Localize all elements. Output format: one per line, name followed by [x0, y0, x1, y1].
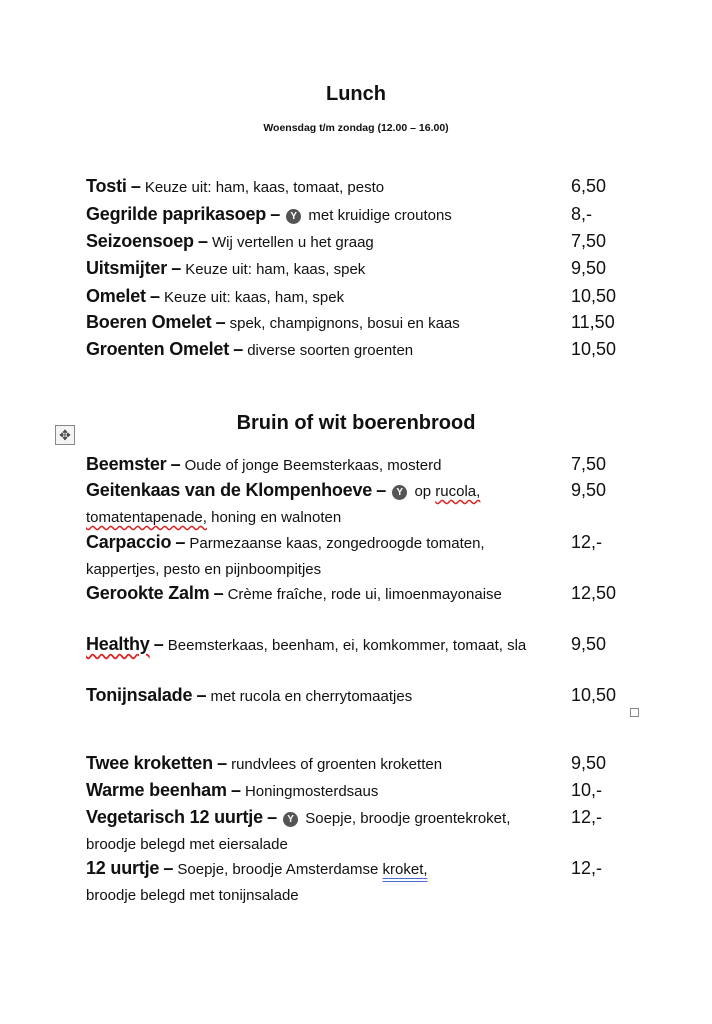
- menu-item: Tonijnsalade – met rucola en cherrytomaatjes: [86, 685, 413, 705]
- item-price: 8,-: [571, 204, 593, 224]
- menu-item: Warme beenham – Honingmosterdsaus: [86, 780, 379, 800]
- item-name: Vegetarisch 12 uurtje: [86, 807, 263, 827]
- item-price: 9,50: [571, 480, 607, 500]
- item-name: Geitenkaas van de Klompenhoeve: [86, 480, 373, 500]
- menu-item: Gegrilde paprikasoep – Y met kruidige croutons: [86, 204, 452, 224]
- item-desc: Beemsterkaas, beenham, ei, komkommer, tomaat, sla: [167, 637, 527, 654]
- item-price: 12,-: [571, 532, 603, 552]
- menu-item: Boeren Omelet – spek, champignons, bosui en kaas: [86, 312, 460, 332]
- item-desc: Soepje, broodje groentekroket, broodje belegd met eiersalade: [86, 810, 511, 853]
- menu-item: Geitenkaas van de Klompenhoeve – Y op rucola, tomatentapenade, honing en walnoten: [86, 480, 481, 526]
- item-desc: rundvlees of groenten kroketten: [231, 756, 443, 773]
- item-price: 10,50: [571, 339, 617, 359]
- item-price: 9,50: [571, 258, 607, 278]
- vegetarian-icon: Y: [286, 209, 301, 224]
- vegetarian-icon: Y: [283, 812, 298, 827]
- menu-item: Healthy – Beemsterkaas, beenham, ei, komkommer, tomaat, sla: [86, 634, 527, 654]
- item-desc: Keuze uit: ham, kaas, spek: [185, 261, 366, 278]
- menu-item: Twee kroketten – rundvlees of groenten kroketten: [86, 753, 443, 773]
- item-price: 6,50: [571, 176, 607, 196]
- item-name: Uitsmijter: [86, 258, 168, 278]
- item-price: 10,50: [571, 286, 617, 306]
- item-name: Gegrilde paprikasoep: [86, 204, 267, 224]
- menu-item: Uitsmijter – Keuze uit: ham, kaas, spek: [86, 258, 366, 278]
- item-desc: Wij vertellen u het graag: [212, 234, 374, 251]
- item-price: 12,-: [571, 858, 603, 878]
- item-name: Seizoensoep: [86, 231, 194, 251]
- item-name: Twee kroketten: [86, 753, 213, 773]
- item-name: Groenten Omelet: [86, 339, 230, 359]
- item-price: 10,-: [571, 780, 603, 800]
- item-desc: Oude of jonge Beemsterkaas, mosterd: [184, 457, 442, 474]
- item-price: 12,-: [571, 807, 603, 827]
- lunch-hours: Woensdag t/m zondag (12.00 – 16.00): [263, 122, 449, 134]
- vegetarian-icon: Y: [392, 485, 407, 500]
- menu-item: Omelet – Keuze uit: kaas, ham, spek: [86, 286, 345, 306]
- item-price: 7,50: [571, 231, 607, 251]
- item-name: Tosti: [86, 176, 127, 196]
- item-name: Beemster: [86, 454, 167, 474]
- item-name: Gerookte Zalm: [86, 583, 210, 603]
- item-price: 11,50: [571, 312, 615, 332]
- menu-item: 12 uurtje – Soepje, broodje Amsterdamse kroket, broodje belegd met tonijnsalade: [86, 858, 428, 904]
- bread-title: Bruin of wit boerenbrood: [236, 412, 476, 434]
- item-name: Boeren Omelet: [86, 312, 212, 332]
- menu-item: Groenten Omelet – diverse soorten groenten: [86, 339, 414, 359]
- item-price: 12,50: [571, 583, 617, 603]
- item-name: Tonijnsalade: [86, 685, 193, 705]
- menu-item: Carpaccio – Parmezaanse kaas, zongedroogde tomaten, kappertjes, pesto en pijnboompitjes: [86, 532, 485, 578]
- item-desc: Parmezaanse kaas, zongedroogde tomaten, kappertjes, pesto en pijnboompitjes: [86, 535, 485, 578]
- item-desc: Crème fraîche, rode ui, limoenmayonaise: [227, 586, 502, 603]
- menu-item: Tosti – Keuze uit: ham, kaas, tomaat, pesto: [86, 176, 385, 196]
- table-move-icon[interactable]: ✥: [55, 425, 75, 445]
- item-desc: Keuze uit: kaas, ham, spek: [163, 289, 345, 306]
- menu-item: Beemster – Oude of jonge Beemsterkaas, mosterd: [86, 454, 442, 474]
- menu-item: Gerookte Zalm – Crème fraîche, rode ui, limoenmayonaise: [86, 583, 502, 603]
- item-desc: Honingmosterdsaus: [244, 783, 379, 800]
- lunch-title: Lunch: [326, 83, 386, 105]
- item-desc: diverse soorten groenten: [247, 342, 414, 359]
- menu-item: Seizoensoep – Wij vertellen u het graag: [86, 231, 374, 251]
- item-name: Omelet: [86, 286, 146, 306]
- item-desc: spek, champignons, bosui en kaas: [229, 315, 460, 332]
- item-price: 9,50: [571, 753, 607, 773]
- menu-item: Vegetarisch 12 uurtje – Y Soepje, broodje groentekroket, broodje belegd met eiersalade: [86, 807, 511, 853]
- item-name: Carpaccio: [86, 532, 172, 552]
- item-desc: met rucola en cherrytomaatjes: [210, 688, 413, 705]
- item-name: Healthy: [86, 634, 150, 654]
- item-desc: met kruidige croutons: [308, 207, 452, 224]
- item-price: 9,50: [571, 634, 607, 654]
- item-price: 7,50: [571, 454, 607, 474]
- table-resize-icon[interactable]: [630, 708, 639, 717]
- item-price: 10,50: [571, 685, 617, 705]
- item-name: 12 uurtje: [86, 858, 160, 878]
- item-name: Warme beenham: [86, 780, 227, 800]
- item-desc: Keuze uit: ham, kaas, tomaat, pesto: [144, 179, 385, 196]
